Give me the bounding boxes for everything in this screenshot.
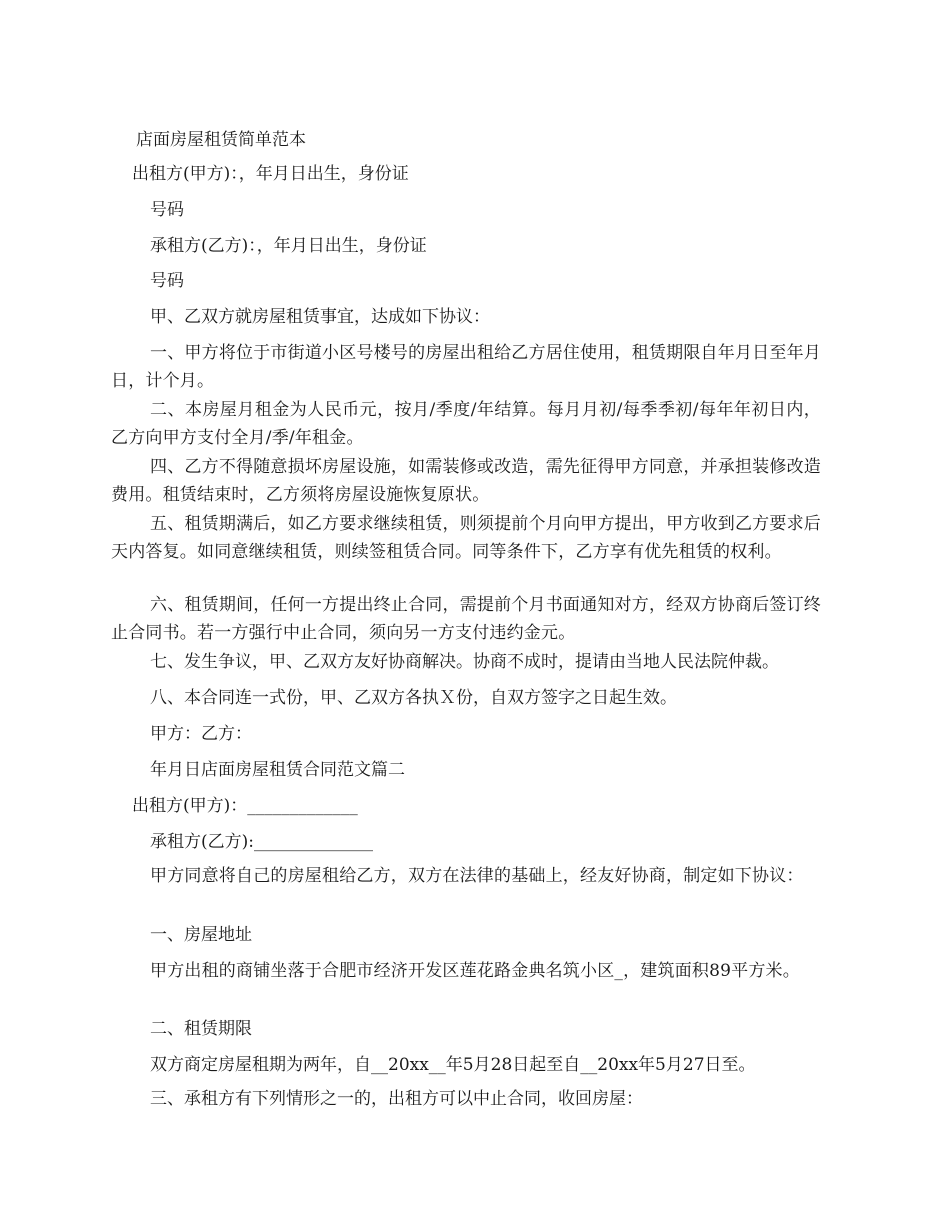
lessee-line-2: 承租方(乙方):______________ bbox=[150, 832, 373, 852]
signature-line: 甲方：乙方： bbox=[150, 724, 252, 744]
id-number-label-2: 号码 bbox=[150, 271, 184, 291]
clause-4: 四、乙方不得随意损坏房屋设施，如需装修或改造，需先征得甲方同意，并承担装修改造费用。租赁结束时，乙方须将房屋设施恢复原状。 bbox=[111, 457, 821, 505]
clause-2: 二、本房屋月租金为人民币元，按月/季度/年结算。每月月初/每季季初/每年年初日内，乙方向甲方支付全月/季/年租金。 bbox=[111, 400, 821, 448]
lessor-line: 出租方(甲方)：，年月日出生，身份证 bbox=[132, 164, 409, 184]
document-title: 店面房屋租赁简单范本 bbox=[136, 130, 306, 150]
id-number-label: 号码 bbox=[150, 200, 184, 220]
agreement-intro: 甲、乙双方就房屋租赁事宜，达成如下协议： bbox=[150, 307, 490, 327]
section-2-heading: 二、租赁期限 bbox=[150, 1019, 252, 1039]
clause-6: 六、租赁期间，任何一方提出终止合同，需提前个月书面通知对方，经双方协商后签订终止合同书。若一方强行中止合同，须向另一方支付违约金元。 bbox=[111, 595, 821, 643]
clause-8: 八、本合同连一式份，甲、乙双方各执Ｘ份，自双方签字之日起生效。 bbox=[150, 688, 677, 708]
agreement-intro-2: 甲方同意将自己的房屋租给乙方，双方在法律的基础上，经友好协商，制定如下协议： bbox=[150, 866, 804, 886]
section-1-heading: 一、房屋地址 bbox=[150, 925, 252, 945]
clause-7: 七、发生争议，甲、乙双方友好协商解决。协商不成时，提请由当地人民法院仲裁。 bbox=[150, 652, 779, 672]
section-3-heading: 三、承租方有下列情形之一的，出租方可以中止合同，收回房屋： bbox=[150, 1089, 643, 1109]
lessee-line: 承租方(乙方)：，年月日出生，身份证 bbox=[150, 236, 427, 256]
term-line: 双方商定房屋租期为两年，自__20xx__年5月28日起至自__20xx年5月27日至。 bbox=[150, 1055, 756, 1075]
address-paragraph: 甲方出租的商铺坐落于合肥市经济开发区莲花路金典名筑小区_，建筑面积89平方米。 bbox=[150, 961, 800, 981]
lessor-line-2: 出租方(甲方)：_____________ bbox=[132, 796, 358, 816]
section-title-2: 年月日店面房屋租赁合同范文篇二 bbox=[150, 760, 405, 780]
clause-1: 一、甲方将位于市街道小区号楼号的房屋出租给乙方居住使用，租赁期限自年月日至年月日，计个月。 bbox=[111, 343, 821, 391]
clause-5: 五、租赁期满后，如乙方要求继续租赁，则须提前个月向甲方提出，甲方收到乙方要求后天内答复。如同意继续租赁，则续签租赁合同。同等条件下，乙方享有优先租赁的权利。 bbox=[111, 514, 821, 562]
